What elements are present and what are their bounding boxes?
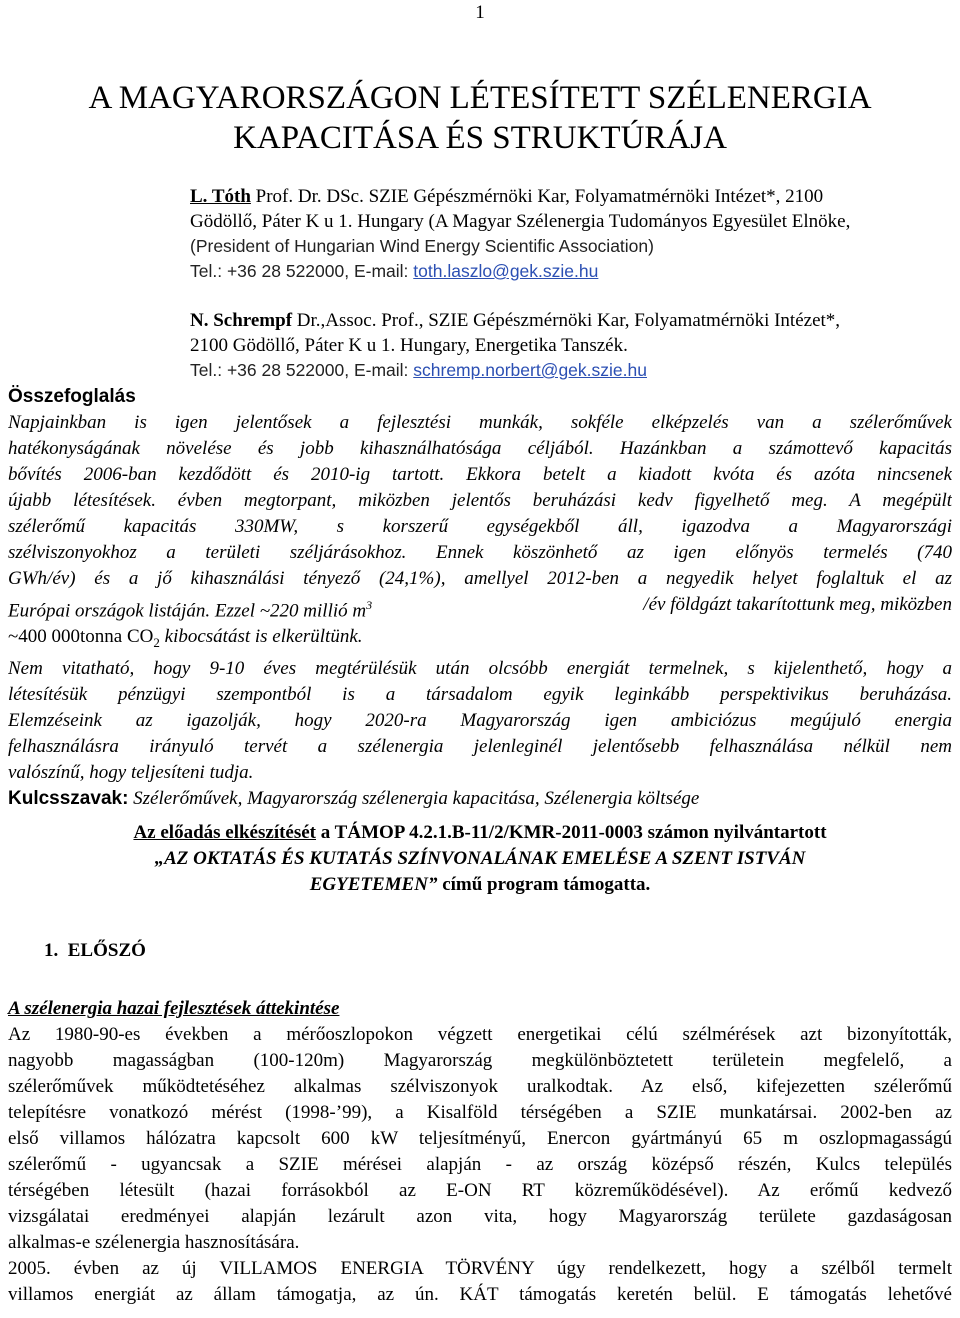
abstract-line: létesítésük pénzügyi szempontból is a társadalom egyik leginkább perspektivikus beruházása.: [8, 684, 952, 706]
author-2-block: [190, 308, 950, 383]
abstract-line: bővítés 2006-ban kezdődött és 2010-ig tartott. Ekkora betelt a kiadott kvóta és azóta nincsenek: [8, 464, 952, 485]
abstract-line: újabb létesítések. évben megtorpant, miközben jelentős beruházási kedv figyelhető meg. A megépült: [8, 490, 952, 511]
body-line: telepítésre vonatkozó mérést (1998-’99), a Kisalföld térségében a SZIE munkatársai. 2002-ben az: [8, 1102, 952, 1123]
funding-text: című program támogatta.: [437, 874, 651, 895]
subscript-2: 2: [153, 635, 160, 651]
title-line-2: KAPACITÁSA ÉS STRUKTÚRÁJA: [233, 120, 727, 156]
abstract-text: Európai országok listáján. Ezzel ~220 millió m: [8, 600, 367, 622]
section-subheading: A szélenergia hazai fejlesztések áttekintése: [8, 998, 340, 1019]
body-line: térségében létesült (hazai forrásokból az E-ON RT közreműködésével). Az erőmű kedvező: [8, 1180, 952, 1201]
abstract-line: hatékonyságának növelése és jobb kihasználhatósága céljából. Hazánkban a számottevő kapacitás: [8, 438, 952, 459]
author-1-affiliation: Prof. Dr. DSc. SZIE Gépészmérnöki Kar, Folyamatmérnöki Intézet*, 2100: [250, 186, 824, 207]
funding-text: EGYETEMEN”: [309, 874, 438, 895]
abstract-line: Nem vitatható, hogy 9-10 éves megtérülésük után olcsóbb energiát termelnek, s kijelenthető, hogy a: [8, 658, 952, 680]
abstract-text: /év földgázt takarítottunk meg, miközben: [643, 594, 952, 615]
body-line: szélerőművek működtetéséhez alkalmas szélviszonyok uralkodtak. Az első, kifejezetten szélerőmű: [8, 1076, 952, 1097]
funding-line-1: [0, 820, 960, 846]
superscript-3: 3: [366, 598, 373, 612]
page-number: 1: [475, 2, 485, 23]
funding-underlined: Az előadás elkészítését: [133, 822, 317, 843]
abstract-text: kibocsátást is elkerültünk.: [159, 626, 363, 648]
author-2-email-link[interactable]: schremp.norbert@gek.szie.hu: [413, 360, 647, 380]
funding-line-3: [0, 872, 960, 898]
author-1-contact: Tel.: +36 28 522000, E-mail:: [190, 261, 414, 281]
author-1-name[interactable]: L. Tóth: [190, 186, 251, 207]
body-line: első villamos hálózatra kapcsolt 600 kW teljesítményű, Enercon gyártmányú 65 m oszlopmagasságú: [8, 1128, 952, 1149]
keywords-text: Szélerőművek, Magyarország szélenergia kapacitása, Szélenergia költsége: [128, 788, 700, 810]
title-line-1: A MAGYARORSZÁGON LÉTESÍTETT SZÉLENERGIA: [88, 80, 872, 116]
author-2-name: N. Schrempf: [190, 310, 293, 331]
abstract-line: Elemzéseink az igazolják, hogy 2020-ra Magyarország igen ambiciózus megújuló energia: [8, 710, 952, 732]
funding-line-2: „AZ OKTATÁS ÉS KUTATÁS SZÍNVONALÁNAK EMELÉSE A SZENT ISTVÁN: [154, 848, 806, 869]
body-line: Az 1980-90-es években a mérőoszlopokon végzett energetikai célú szélmérések azt bizonyították,: [8, 1024, 952, 1045]
author-1-email-link[interactable]: toth.laszlo@gek.szie.hu: [413, 261, 599, 281]
abstract-line: szélerőmű kapacitás 330MW, s korszerű egységekből áll, igazodva a Magyarországi: [8, 516, 952, 537]
section-1-heading: 1. ELŐSZÓ: [44, 940, 146, 961]
body-line: villamos energiát az állam támogatja, az ún. KÁT támogatás keretén belül. E támogatás lehetővé: [8, 1284, 952, 1305]
author-1-block: [190, 184, 950, 284]
abstract-line: [8, 624, 952, 656]
keywords-label: Kulcsszavak:: [8, 788, 129, 810]
abstract-line: Napjainkban is igen jelentősek a fejlesztési munkák, sokféle elképzelés van a szélerőművek: [8, 412, 952, 433]
abstract-heading: Összefoglalás: [8, 386, 136, 407]
body-line: vizsgálatai eredményei alapján lezárult azon vita, hogy Magyarország területe gazdaságosan: [8, 1206, 952, 1227]
funding-statement: [0, 820, 960, 898]
abstract-line: felhasználásra irányuló tervét a szélenergia jelenleginél jelentősebb felhasználása nélkül nem: [8, 736, 952, 758]
abstract-line: GWh/év) és a jő kihasználási tényező (24,1%), amellyel 2012-ben a negyedik helyet foglaltuk el az: [8, 568, 952, 589]
paper-title: [0, 78, 960, 158]
author-2-contact: Tel.: +36 28 522000, E-mail:: [190, 360, 414, 380]
author-1-address: Gödöllő, Páter K u 1. Hungary (A Magyar Szélenergia Tudományos Egyesület Elnöke,: [190, 211, 851, 232]
keywords-line: [8, 786, 952, 812]
abstract-text: ~400 000tonna CO: [8, 626, 154, 648]
body-line: szélerőmű - ugyancsak a SZIE mérései alapján - az ország középső részén, Kulcs település: [8, 1154, 952, 1175]
abstract-line: szélviszonyokhoz a területi széljárásokhoz. Ennek köszönhető az igen előnyös termelés (740: [8, 542, 952, 563]
body-line: 2005. évben az új VILLAMOS ENERGIA TÖRVÉNY úgy rendelkezett, hogy a szélből termelt: [8, 1258, 952, 1279]
body-line: nagyobb magasságban (100-120m) Magyarország megkülönböztetett területein megfelelő, a: [8, 1050, 952, 1071]
section-1-body: [8, 996, 952, 1308]
abstract-section: [8, 384, 952, 812]
author-2-address: 2100 Gödöllő, Páter K u 1. Hungary, Energetika Tanszék.: [190, 335, 628, 356]
abstract-line: valószínű, hogy teljesíteni tudja.: [8, 762, 254, 784]
abstract-line: [8, 592, 952, 624]
body-line: alkalmas-e szélenergia hasznosítására.: [8, 1232, 300, 1253]
funding-text: a TÁMOP 4.2.1.B-11/2/KMR-2011-0003 számon nyilvántartott: [316, 822, 827, 843]
author-2-affiliation: Dr.,Assoc. Prof., SZIE Gépészmérnöki Kar, Folyamatmérnöki Intézet*,: [292, 310, 841, 331]
author-1-role: (President of Hungarian Wind Energy Scientific Association): [190, 236, 654, 256]
